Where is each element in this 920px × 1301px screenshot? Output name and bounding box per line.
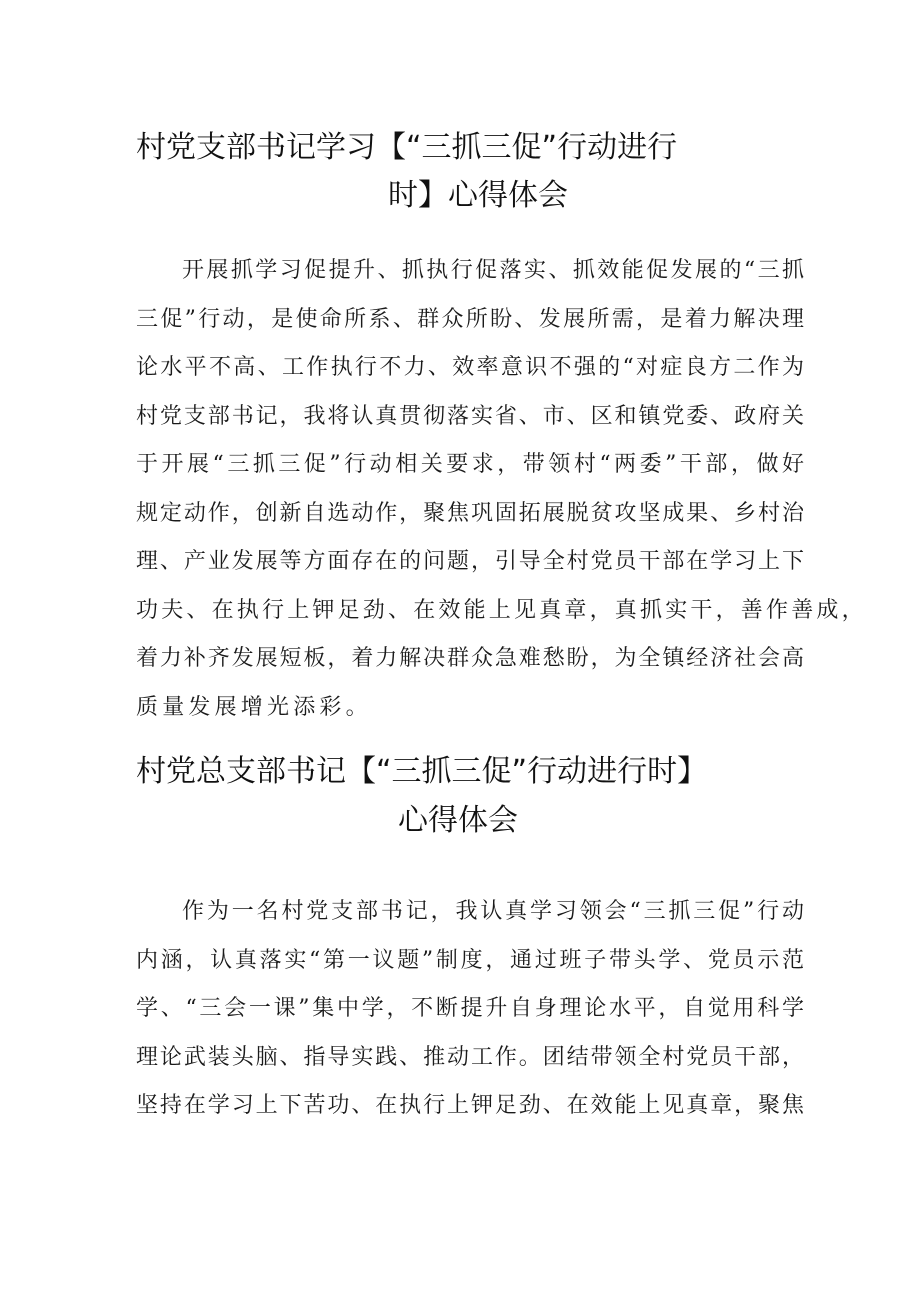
section-1-body-line: 着力补齐发展短板，着力解决群众急难愁盼，为全镇经济社会高 [136,646,804,671]
section-1-body-line: 于开展“三抓三促”行动相关要求，带领村“两委”干部，做好 [136,452,804,477]
section-1-body-line: 论水平不高、工作执行不力、效率意识不强的“对症良方二作为 [136,355,804,380]
section-1-body-line: 功夫、在执行上钾足劲、在效能上见真章，真抓实干，善作善成， [136,598,867,623]
section-2-body-line: 作为一名村党支部书记，我认真学习领会“三抓三促”行动 [182,899,804,924]
section-2-title-line-1: 村党总支部书记【“三抓三促”行动进行时】 [136,754,708,789]
section-1-title-line-2: 时】心得体会 [388,178,568,213]
section-1-body-line: 规定动作，创新自选动作，聚焦巩固拓展脱贫攻坚成果、乡村治 [136,501,804,526]
section-2-title-line-2: 心得体会 [398,803,518,838]
section-2-body-line: 理论武装头脑、指导实践、推动工作。团结带领全村党员干部， [136,1045,804,1070]
section-1-body-line: 三促”行动，是使命所系、群众所盼、发展所需，是着力解决理 [136,307,804,332]
section-2-body-line: 内涵，认真落实“第一议题”制度，通过班子带头学、党员示范 [136,948,804,973]
section-1-body-line: 质量发展增光添彩。 [136,695,372,720]
section-2-body-line: 坚持在学习上下苦功、在执行上钾足劲、在效能上见真章，聚焦 [136,1093,804,1118]
section-1-title-line-1: 村党支部书记学习【“三抓三促”行动进行 [136,130,678,165]
section-1-body-line: 理、产业发展等方面存在的问题，引导全村党员干部在学习上下 [136,549,804,574]
section-1-body-line: 开展抓学习促提升、抓执行促落实、抓效能促发展的“三抓 [182,258,804,283]
section-1-body-line: 村党支部书记，我将认真贯彻落实省、市、区和镇党委、政府关 [136,404,804,429]
section-2-body-line: 学、“三会一课”集中学，不断提升自身理论水平，自觉用科学 [136,996,804,1021]
